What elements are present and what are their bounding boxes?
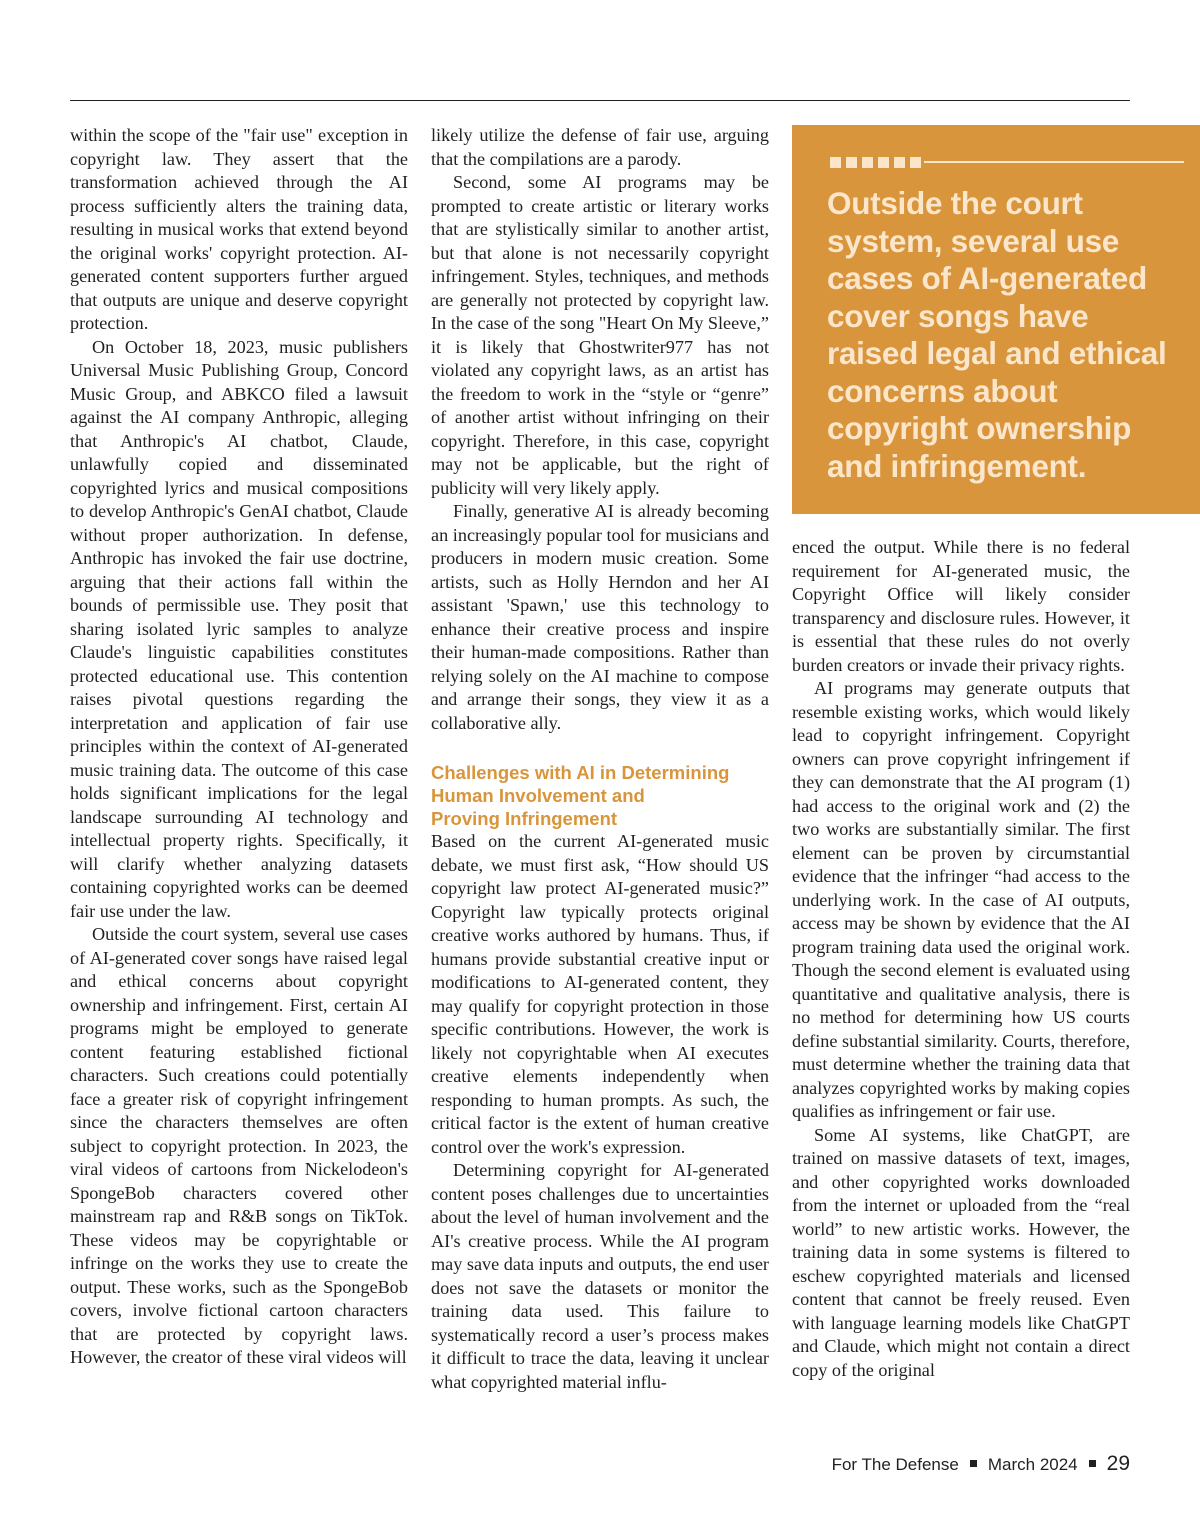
article-column-3 — [792, 536, 1130, 1382]
subhead-line: Challenges with AI in Determining — [431, 762, 730, 783]
paragraph: within the scope of the "fair use" exception in copyright law. They assert that the transformation achieved through the AI process sufficiently alters the training data, resulting in musical works that extend beyond the original works' copyright protection. AI-generated content supporters further argued that outputs are unique and deserve copyright protection. — [70, 125, 408, 333]
paragraph: Finally, generative AI is already becoming an increasingly popular tool for musicians and producers in modern music creation. Some artists, such as Holly Herndon and her AI assistant 'Spawn,' use this technology to enhance their creative process and inspire their human-made compositions. Rather than relying solely on the AI machine to compose and arrange their songs, they view it as a collaborative ally. — [431, 501, 769, 733]
paragraph: On October 18, 2023, music publishers Universal Music Publishing Group, Concord Music Group, and ABKCO filed a lawsuit against the AI company Anthropic, alleging that Anthropic's AI chatbot, Claude, unlawfully copied and disseminated copyrighted lyrics and musical compositions to develop Anthropic's GenAI chatbot, Claude without proper authorization. In defense, Anthropic has invoked the fair use doctrine, arguing that their actions fall within the bounds of permissible use. They posit that sharing isolated lyric samples to analyze Claude's linguistic capabilities constitutes protected educational use. This contention raises pivotal questions regarding the interpretation and application of fair use principles within the context of AI-generated music training data. The outcome of this case holds significant implications for the legal landscape surrounding AI technology and intellectual property rights. Specifically, it will clarify whether analyzing datasets containing copyrighted works can be deemed fair use under the law. — [70, 336, 408, 921]
paragraph: Determining copyright for AI-generated content poses challenges due to uncertainties about the level of human involvement and the AI's creative process. While the AI program may save data inputs and outputs, the end user does not save the datasets or monitor the training data used. This failure to systematically record a user’s process makes it difficult to trace the data, leaving it unclear what copyrighted material influ- — [431, 1160, 769, 1392]
paragraph: Second, some AI programs may be prompted to create artistic or literary works that are stylistically similar to another artist, but that alone is not necessarily copyright infringement. Styles, techniques, and methods are generally not protected by copyright law. In the case of the song "Heart On My Sleeve,” it is likely that Ghostwriter977 has not violated any copyright laws, as an artist has the freedom to work in the “style or “genre” of another artist without infringing on their copyright. Therefore, in this case, copyright may not be applicable, but the right of publicity will very likely apply. — [431, 172, 769, 498]
square-icon — [910, 157, 921, 168]
square-icon — [894, 157, 905, 168]
square-bullet-icon — [970, 1460, 977, 1467]
pull-quote-ornament — [830, 156, 1184, 168]
paragraph: Based on the current AI-generated music debate, we must first ask, “How should US copyright law protect AI-generated music?” Copyright law typically protects original creative works authored by humans. Thus, if humans provide substantial creative input or modifications to AI-generated content, they may qualify for copyright protection in those specific contributions. However, the work is likely not copyrightable when AI executes creative elements independently when responding to human prompts. As such, the critical factor is the extent of human creative control over the work's expression. — [431, 831, 769, 1157]
pull-quote-text: Outside the court system, several use cases of AI-generated cover songs have raised legal and ethical concerns about copyright ownership and infringement. — [827, 185, 1167, 484]
article-column-2 — [431, 124, 769, 1394]
ornament-line — [924, 161, 1184, 163]
square-icon — [830, 157, 841, 168]
square-icon — [846, 157, 857, 168]
paragraph: AI programs may generate outputs that resemble existing works, which would likely lead to copyright infringement. Copyright owners can prove copyright infringement if they can demonstrate that the AI program (1) had access to the original work and (2) the two works are substantially similar. The first element can be proven by circumstantial evidence that the infringer “had access to the underlying work. In the case of AI outputs, access may be shown by evidence that the AI program training data used the original work. Though the second element is evaluated using quantitative and qualitative analysis, there is no method for determining how US courts define substantial similarity. Courts, therefore, must determine whether the training data that analyzes copyrighted works by making copies qualifies as infringement or fair use. — [792, 678, 1130, 1121]
paragraph: enced the output. While there is no federal requirement for AI-generated music, the Copyright Office will likely consider transparency and disclosure rules. However, it is essential that these rules do not overly burden creators or invade their privacy rights. — [792, 537, 1130, 675]
top-rule — [70, 100, 1130, 101]
section-subhead — [431, 761, 769, 830]
subhead-line: Human Involvement and — [431, 785, 645, 806]
square-icon — [878, 157, 889, 168]
page-footer — [832, 1452, 1130, 1476]
page-number: 29 — [1106, 1452, 1130, 1475]
paragraph: Outside the court system, several use cases of AI-generated cover songs have raised legal and ethical concerns about copyright ownership and infringement. First, certain AI programs might be employed to generate content featuring established fictional characters. Such creations could potentially face a greater risk of copyright infringement since the characters themselves are often subject to copyright protection. In 2023, the viral videos of cartoons from Nickelodeon's SpongeBob characters covered other mainstream rap and R&B songs on TikTok. These videos may be copyrightable or infringe on the works they use to create the output. These works, such as the SpongeBob covers, involve fictional cartoon characters that are protected by copyright laws. However, the creator of these viral videos will — [70, 924, 408, 1367]
square-icon — [862, 157, 873, 168]
paragraph: likely utilize the defense of fair use, arguing that the compilations are a parody. — [431, 125, 769, 169]
square-bullet-icon — [1089, 1460, 1096, 1467]
pull-quote-box — [792, 125, 1200, 514]
publication-name: For The Defense — [831, 1455, 959, 1474]
issue-date: March 2024 — [987, 1455, 1078, 1474]
paragraph: Some AI systems, like ChatGPT, are trained on massive datasets of text, images, and other copyrighted works downloaded from the internet or uploaded from the “real world” to new artistic works. However, the training data in some systems is filtered to eschew copyrighted materials and licensed content that cannot be freely reused. Even with language learning models like ChatGPT and Claude, which might not contain a direct copy of the original — [792, 1124, 1130, 1380]
subhead-line: Proving Infringement — [431, 808, 618, 829]
article-column-1 — [70, 124, 408, 1370]
